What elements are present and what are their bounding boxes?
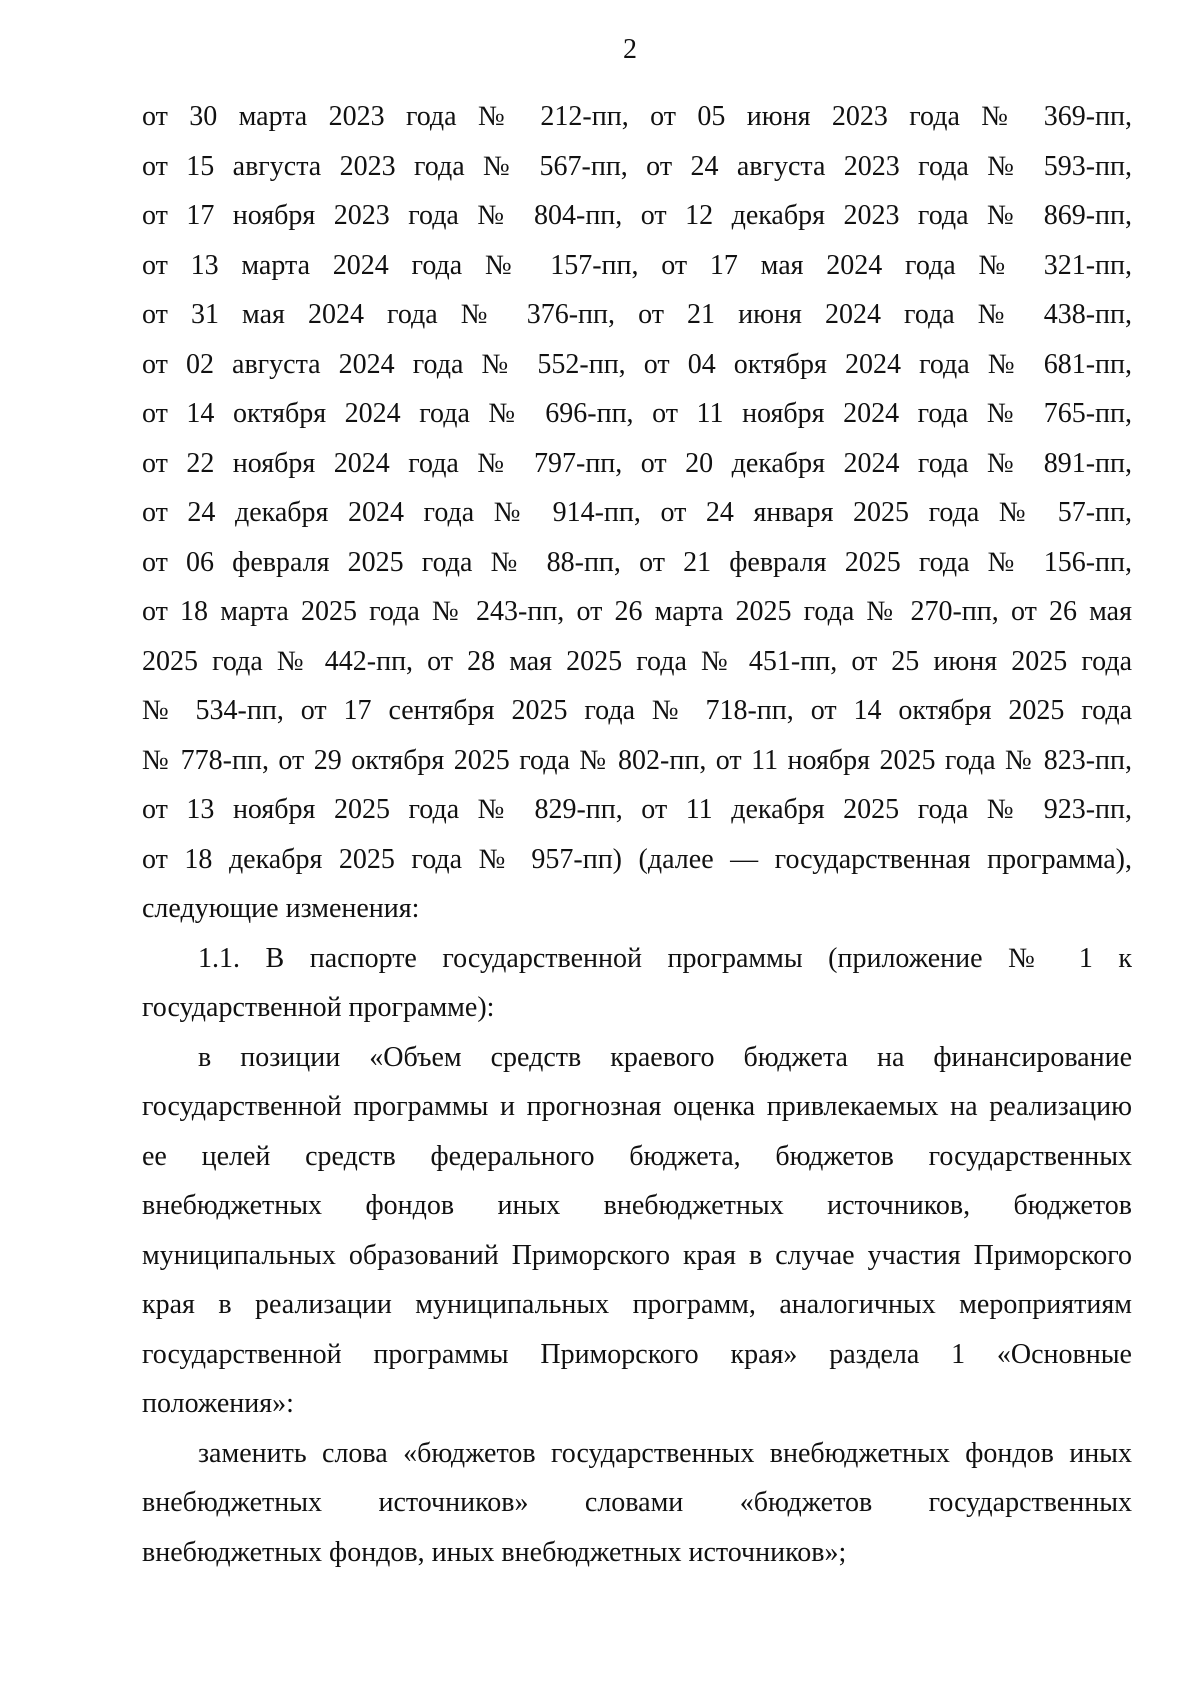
text-line: положения»: [142,1388,294,1419]
text-line: № 534-пп, от 17 сентября 2025 года № 718-пп, от 14 октября 2025 года [142,695,1132,726]
text-line: внебюджетных источников» словами «бюджетов государственных [142,1487,1132,1518]
text-line: государственной программы и прогнозная оценка привлекаемых на реализацию [142,1091,1132,1122]
text-line: от 30 марта 2023 года № 212-пп, от 05 июня 2023 года № 369-пп, [142,101,1132,132]
text-line: заменить слова «бюджетов государственных внебюджетных фондов иных [198,1437,1132,1469]
text-line: от 13 ноября 2025 года № 829-пп, от 11 декабря 2025 года № 923-пп, [142,794,1132,825]
text-line: 1.1. В паспорте государственной программы (приложение № 1 к [198,942,1132,974]
text-line: муниципальных образований Приморского края в случае участия Приморского [142,1239,1132,1271]
paragraph-item-1-1 [142,934,1132,1033]
text-line: от 17 ноября 2023 года № 804-пп, от 12 декабря 2023 года № 869-пп, [142,200,1132,231]
text-line: края в реализации муниципальных программ, аналогичных мероприятиям [142,1289,1132,1320]
paragraph-amendments-list [142,92,1132,934]
text-line: 2025 года № 442-пп, от 28 мая 2025 года № 451-пп, от 25 июня 2025 года [142,645,1132,677]
text-line: от 22 ноября 2024 года № 797-пп, от 20 декабря 2024 года № 891-пп, [142,447,1132,479]
text-line: ее целей средств федерального бюджета, бюджетов государственных [142,1140,1132,1172]
text-line: от 18 марта 2025 года № 243-пп, от 26 марта 2025 года № 270-пп, от 26 мая [142,596,1132,627]
text-line: государственной программе): [142,992,495,1023]
text-line: от 24 декабря 2024 года № 914-пп, от 24 января 2025 года № 57-пп, [142,497,1132,528]
text-line: внебюджетных фондов иных внебюджетных источников, бюджетов [142,1190,1132,1221]
text-line: следующие изменения: [142,893,420,924]
text-line: от 13 марта 2024 года № 157-пп, от 17 мая 2024 года № 321-пп, [142,249,1132,281]
page-number: 2 [623,34,637,65]
text-line: государственной программы Приморского края» раздела 1 «Основные [142,1338,1132,1370]
text-line: от 15 августа 2023 года № 567-пп, от 24 августа 2023 года № 593-пп, [142,150,1132,182]
text-line: от 14 октября 2024 года № 696-пп, от 11 ноября 2024 года № 765-пп, [142,398,1132,429]
document-body [142,92,1132,1577]
text-line: внебюджетных фондов, иных внебюджетных источников»; [142,1536,847,1568]
paragraph-replace-words [142,1429,1132,1578]
text-line: в позиции «Объем средств краевого бюджета на финансирование [198,1041,1132,1073]
text-line: от 02 августа 2024 года № 552-пп, от 04 октября 2024 года № 681-пп, [142,348,1132,380]
text-line: от 06 февраля 2025 года № 88-пп, от 21 февраля 2025 года № 156-пп, [142,546,1132,578]
text-line: от 31 мая 2024 года № 376-пп, от 21 июня 2024 года № 438-пп, [142,299,1132,330]
paragraph-position-description [142,1033,1132,1429]
text-line: от 18 декабря 2025 года № 957-пп) (далее — государственная программа), [142,843,1132,875]
text-line: № 778-пп, от 29 октября 2025 года № 802-пп, от 11 ноября 2025 года № 823-пп, [142,744,1132,776]
